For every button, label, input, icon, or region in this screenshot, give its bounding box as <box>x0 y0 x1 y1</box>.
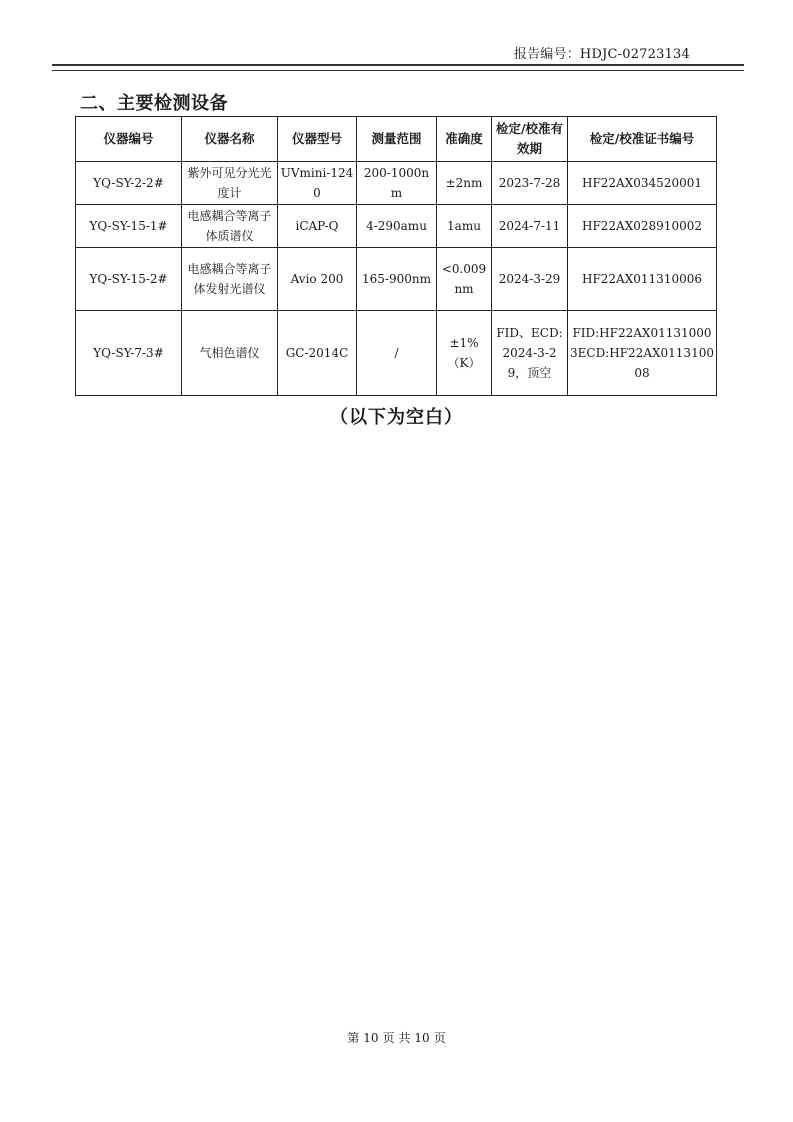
cell-certificate: FID:HF22AX011310003ECD:HF22AX011310008 <box>568 311 717 396</box>
cell-id: YQ-SY-15-2# <box>76 248 182 311</box>
cell-id: YQ-SY-2-2# <box>76 162 182 205</box>
cell-id: YQ-SY-7-3# <box>76 311 182 396</box>
cell-range: 4-290amu <box>357 205 437 248</box>
cell-accuracy: <0.009nm <box>437 248 492 311</box>
page-footer <box>0 1029 793 1046</box>
page-total: 10 <box>414 1031 430 1045</box>
cell-validity: 2023-7-28 <box>492 162 568 205</box>
cell-range: 200-1000nm <box>357 162 437 205</box>
page-current: 10 <box>363 1031 379 1045</box>
col-header-accuracy: 准确度 <box>437 117 492 162</box>
table-row <box>76 162 717 205</box>
col-header-model: 仪器型号 <box>278 117 357 162</box>
header-rule-thin <box>52 70 744 71</box>
cell-name: 电感耦合等离子体发射光谱仪 <box>182 248 278 311</box>
table-row <box>76 205 717 248</box>
col-header-id: 仪器编号 <box>76 117 182 162</box>
page-prefix: 第 <box>347 1031 360 1045</box>
col-header-validity: 检定/校准有效期 <box>492 117 568 162</box>
col-header-certificate: 检定/校准证书编号 <box>568 117 717 162</box>
cell-model: UVmini-1240 <box>278 162 357 205</box>
cell-id: YQ-SY-15-1# <box>76 205 182 248</box>
table-header-row <box>76 117 717 162</box>
cell-range: / <box>357 311 437 396</box>
cell-name: 电感耦合等离子体质谱仪 <box>182 205 278 248</box>
cell-model: iCAP-Q <box>278 205 357 248</box>
cell-name: 气相色谱仪 <box>182 311 278 396</box>
page-mid: 页 共 <box>382 1031 411 1045</box>
section-title: 二、主要检测设备 <box>80 93 228 114</box>
cell-certificate: HF22AX034520001 <box>568 162 717 205</box>
cell-range: 165-900nm <box>357 248 437 311</box>
cell-certificate: HF22AX011310006 <box>568 248 717 311</box>
cell-validity: 2024-7-11 <box>492 205 568 248</box>
table-row <box>76 248 717 311</box>
report-number: 报告编号：HDJC-02723134 <box>513 47 690 62</box>
col-header-range: 测量范围 <box>357 117 437 162</box>
cell-certificate: HF22AX028910002 <box>568 205 717 248</box>
col-header-name: 仪器名称 <box>182 117 278 162</box>
cell-model: Avio 200 <box>278 248 357 311</box>
cell-validity: 2024-3-29 <box>492 248 568 311</box>
cell-accuracy: ±2nm <box>437 162 492 205</box>
cell-validity: FID、ECD:2024-3-29，顶空 <box>492 311 568 396</box>
table-row <box>76 311 717 396</box>
cell-model: GC-2014C <box>278 311 357 396</box>
blank-below-note: （以下为空白） <box>330 407 463 428</box>
equipment-table <box>75 116 717 396</box>
page-suffix: 页 <box>433 1031 446 1045</box>
header-rule-thick <box>52 64 744 66</box>
cell-accuracy: 1amu <box>437 205 492 248</box>
cell-name: 紫外可见分光光度计 <box>182 162 278 205</box>
cell-accuracy: ±1%（K） <box>437 311 492 396</box>
